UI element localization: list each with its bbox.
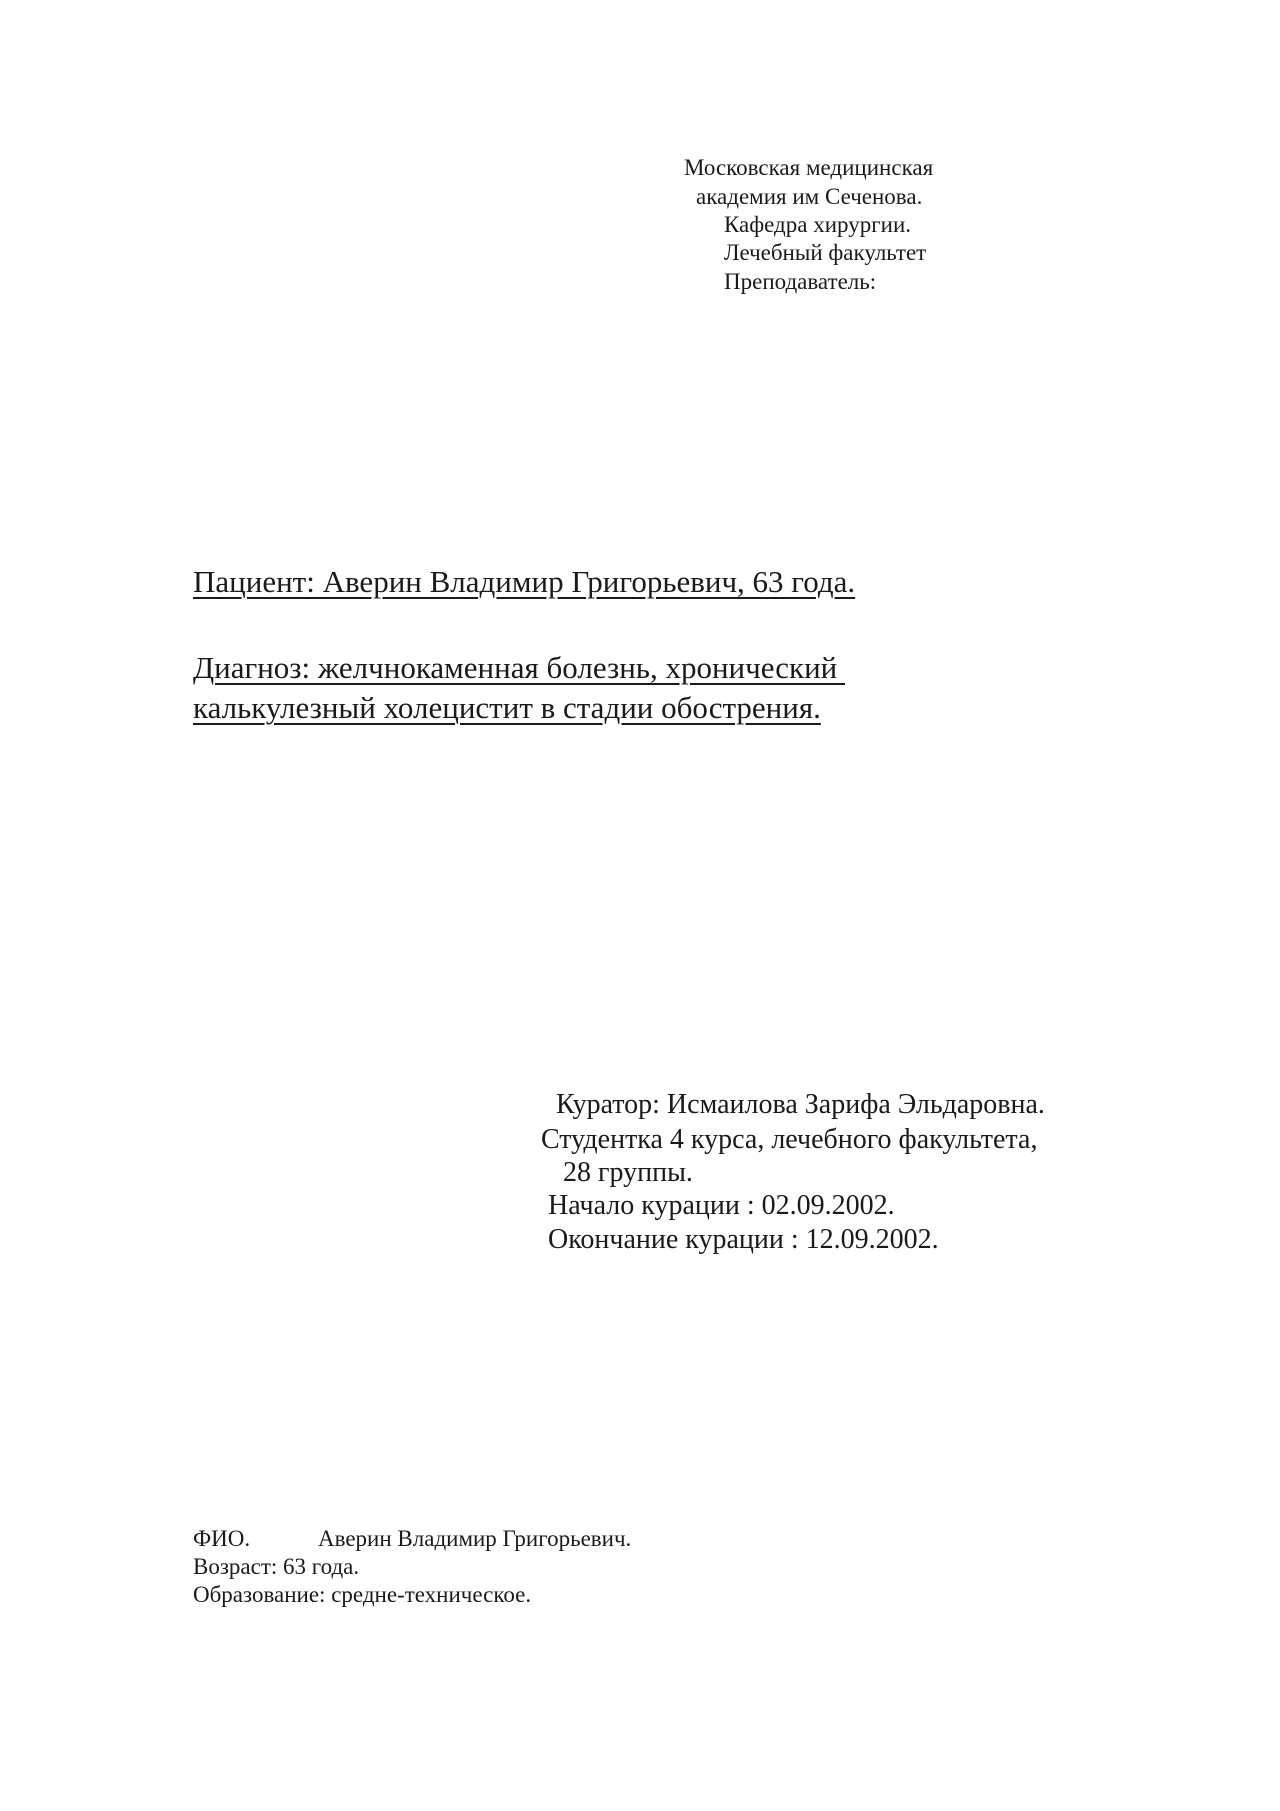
- age-line: Возраст: 63 года.: [193, 1554, 360, 1579]
- patient-title: Пациент: Аверин Владимир Григорьевич, 63 года.: [193, 564, 856, 599]
- education-line: Образование: средне-техническое.: [193, 1582, 532, 1607]
- curation-end: Окончание курации : 12.09.2002.: [548, 1224, 939, 1255]
- diagnosis-line-1: Диагноз: желчнокаменная болезнь, хронический: [193, 650, 845, 685]
- curator-group: 28 группы.: [563, 1157, 693, 1188]
- diagnosis-line-2: калькулезный холецистит в стадии обострения.: [193, 690, 821, 725]
- header-line-academy-1: Московская медицинская: [684, 155, 934, 180]
- header-line-teacher: Преподаватель:: [724, 269, 877, 294]
- header-line-faculty: Лечебный факультет: [724, 240, 927, 265]
- curator-course: Студентка 4 курса, лечебного факультета,: [541, 1124, 1038, 1155]
- fio-value: Аверин Владимир Григорьевич.: [318, 1526, 632, 1551]
- header-line-academy-2: академия им Сеченова.: [696, 184, 923, 209]
- fio-label: ФИО.: [193, 1526, 251, 1551]
- header-line-department: Кафедра хирургии.: [724, 212, 912, 237]
- curator-name: Куратор: Исмаилова Зарифа Эльдаровна.: [556, 1089, 1045, 1120]
- curation-start: Начало курации : 02.09.2002.: [548, 1190, 895, 1221]
